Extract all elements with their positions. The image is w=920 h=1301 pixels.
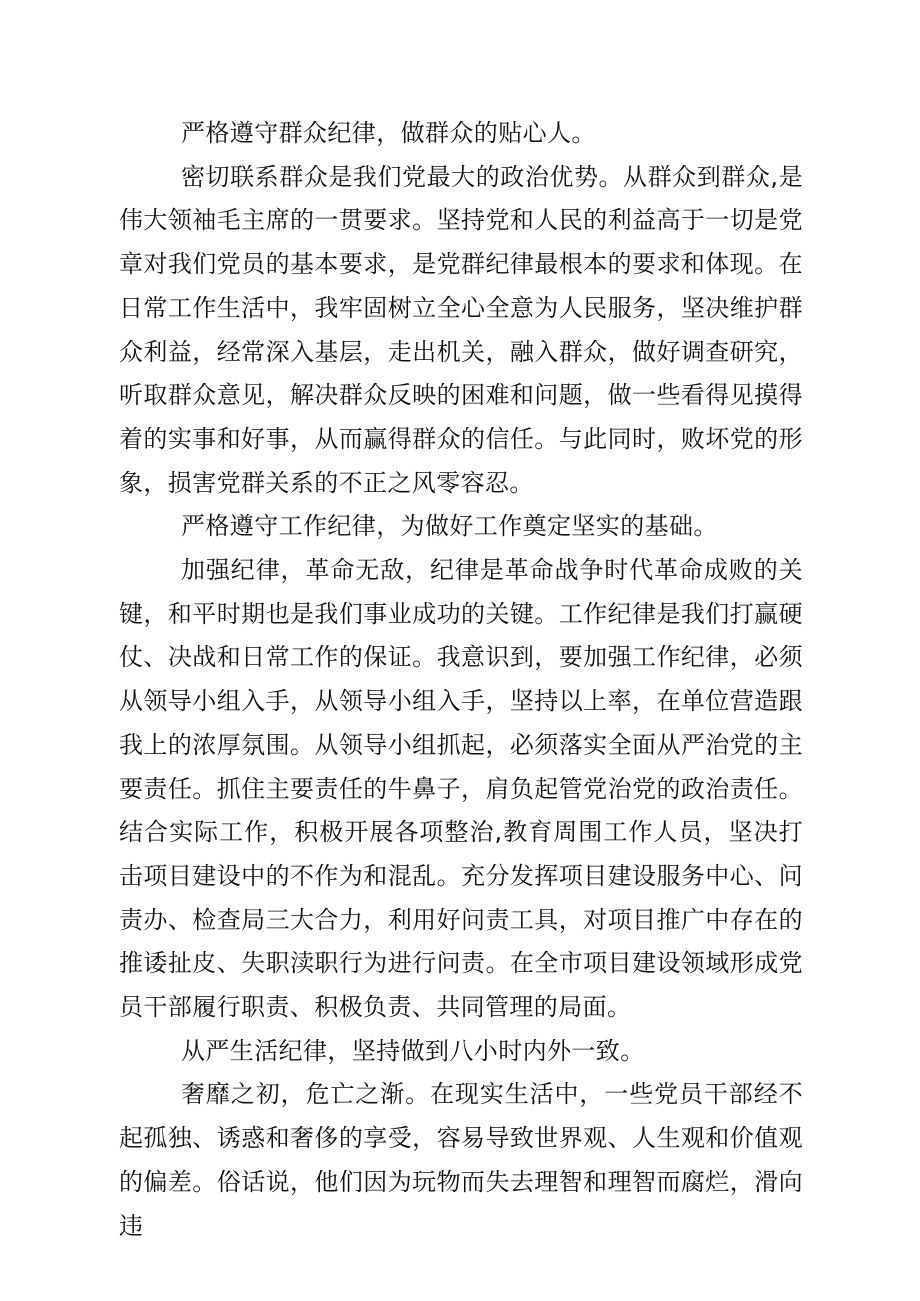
- heading-work-discipline: 严格遵守工作纪律，为做好工作奠定坚实的基础。: [181, 512, 718, 541]
- paragraph-mass-discipline: 密切联系群众是我们党最大的政治优势。从群众到群众,是伟大领袖毛主席的一贯要求。坚持党和人民的利益高于一切是党章对我们党员的基本要求，是党群纪律最根本的要求和体现。在日常工作生活中，我牢固树立全心全意为人民服务，坚决维护群众利益，经常深入基层，走出机关，融入群众，做好调查研究，听取群众意见，解决群众反映的困难和问题，做一些看得见摸得着的实事和好事，从而赢得群众的信任。与此同时，败坏党的形象，损害党群关系的不正之风零容忍。: [119, 162, 803, 497]
- heading-mass-discipline: 严格遵守群众纪律，做群众的贴心人。: [181, 119, 596, 147]
- heading-life-discipline: 从严生活纪律，坚持做到八小时内外一致。: [181, 1036, 645, 1065]
- document-body: [119, 112, 803, 1248]
- paragraph-work-discipline: 加强纪律，革命无敌，纪律是革命战争时代革命成败的关键，和平时期也是我们事业成功的关键。工作纪律是我们打赢硬仗、决战和日常工作的保证。我意识到，要加强工作纪律，必须从领导小组入手，从领导小组入手，坚持以上率，在单位营造跟我上的浓厚氛围。从领导小组抓起，必须落实全面从严治党的主要责任。抓住主要责任的牛鼻子，肩负起管党治党的政治责任。结合实际工作，积极开展各项整治,教育周围工作人员，坚决打击项目建设中的不作为和混乱。充分发挥项目建设服务中心、问责办、检查局三大合力，利用好问责工具，对项目推广中存在的推诿扯皮、失职渎职行为进行问责。在全市项目建设领域形成党员干部履行职责、积极负责、共同管理的局面。: [119, 556, 803, 1022]
- paragraph-life-discipline: 奢靡之初，危亡之渐。在现实生活中，一些党员干部经不起孤独、诱惑和奢侈的享受，容易导致世界观、人生观和价值观的偏差。俗话说，他们因为玩物而失去理智和理智而腐烂，滑向违: [119, 1080, 803, 1240]
